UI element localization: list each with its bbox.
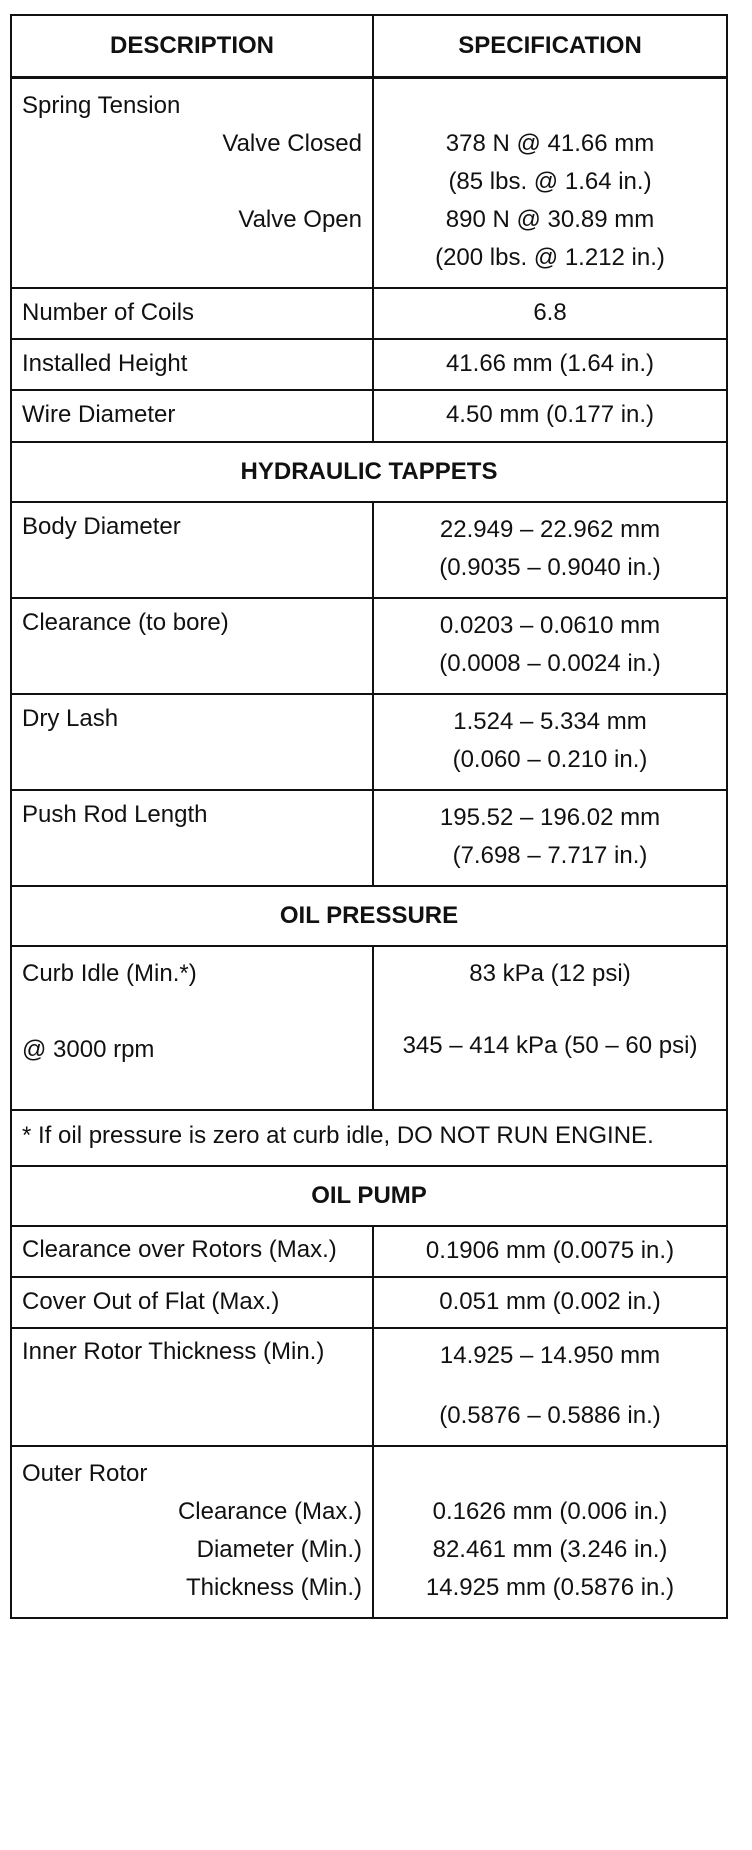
valve-open-metric: 890 N @ 30.89 mm <box>445 206 655 233</box>
valve-closed-label: Valve Closed <box>222 130 362 157</box>
oil-pressure-desc <box>11 946 373 1110</box>
row-value <box>373 598 727 694</box>
imperial-value: (0.9035 – 0.9040 in.) <box>439 553 661 581</box>
row-label: Push Rod Length <box>11 790 373 886</box>
outer-clearance-value: 0.1626 mm (0.006 in.) <box>432 1497 668 1525</box>
valve-open-label: Valve Open <box>238 206 362 233</box>
inner-rotor-metric: 14.925 – 14.950 mm <box>439 1341 661 1369</box>
section-row <box>11 1166 727 1226</box>
oil-pressure-spec <box>373 946 727 1110</box>
table-row <box>11 78 727 289</box>
oil-pressure-note: * If oil pressure is zero at curb idle, DO NOT RUN ENGINE. <box>11 1110 727 1166</box>
outer-diameter-value: 82.461 mm (3.246 in.) <box>432 1535 668 1563</box>
outer-clearance-label: Clearance (Max.) <box>177 1497 362 1525</box>
inner-rotor-label: Inner Rotor Thickness (Min.) <box>22 1337 325 1365</box>
table-row <box>11 1277 727 1328</box>
row-value <box>373 502 727 598</box>
section-title-oil-pump: OIL PUMP <box>11 1166 727 1226</box>
curb-idle-label: Curb Idle (Min.*) <box>22 959 197 987</box>
spring-tension-spec <box>373 78 727 289</box>
table-row <box>11 694 727 790</box>
table-row <box>11 502 727 598</box>
spring-tension-label: Spring Tension <box>22 92 181 119</box>
row-value <box>373 790 727 886</box>
outer-thickness-value: 14.925 mm (0.5876 in.) <box>425 1573 675 1601</box>
row-value: 6.8 <box>373 288 727 339</box>
row-label: Number of Coils <box>11 288 373 339</box>
clearance-rotors-value: 0.1906 mm (0.0075 in.) <box>373 1226 727 1277</box>
table-header-row <box>11 15 727 78</box>
valve-open-imperial: (200 lbs. @ 1.212 in.) <box>435 244 665 271</box>
table-row <box>11 339 727 390</box>
header-specification: SPECIFICATION <box>373 15 727 78</box>
imperial-value: (0.060 – 0.210 in.) <box>452 745 648 773</box>
section-title-tappets: HYDRAULIC TAPPETS <box>11 442 727 502</box>
imperial-value: (0.0008 – 0.0024 in.) <box>439 649 661 677</box>
table-row <box>11 946 727 1110</box>
row-label: Installed Height <box>11 339 373 390</box>
clearance-rotors-label: Clearance over Rotors (Max.) <box>22 1235 337 1263</box>
spring-tension-desc <box>11 78 373 289</box>
spec-table <box>10 14 728 1619</box>
metric-value: 1.524 – 5.334 mm <box>453 707 647 735</box>
cover-flat-value: 0.051 mm (0.002 in.) <box>373 1277 727 1328</box>
rpm-value: 345 – 414 kPa (50 – 60 psi) <box>402 1031 698 1059</box>
row-value <box>373 694 727 790</box>
row-label: Dry Lash <box>11 694 373 790</box>
outer-diameter-label: Diameter (Min.) <box>196 1535 362 1563</box>
table-row <box>11 598 727 694</box>
outer-thickness-label: Thickness (Min.) <box>185 1573 362 1601</box>
outer-rotor-label: Outer Rotor <box>22 1459 148 1487</box>
table-row <box>11 1226 727 1277</box>
table-row <box>11 288 727 339</box>
metric-value: 195.52 – 196.02 mm <box>439 803 661 831</box>
valve-closed-metric: 378 N @ 41.66 mm <box>445 130 655 157</box>
row-label: Body Diameter <box>11 502 373 598</box>
table-row <box>11 390 727 441</box>
table-row <box>11 1446 727 1618</box>
row-value: 4.50 mm (0.177 in.) <box>373 390 727 441</box>
imperial-value: (7.698 – 7.717 in.) <box>452 841 648 869</box>
cover-flat-label: Cover Out of Flat (Max.) <box>11 1277 373 1328</box>
section-title-oil-pressure: OIL PRESSURE <box>11 886 727 946</box>
section-row <box>11 886 727 946</box>
metric-value: 22.949 – 22.962 mm <box>439 515 661 543</box>
row-label: Wire Diameter <box>11 390 373 441</box>
table-row <box>11 1328 727 1446</box>
inner-rotor-imperial: (0.5876 – 0.5886 in.) <box>439 1401 661 1429</box>
valve-closed-imperial: (85 lbs. @ 1.64 in.) <box>448 168 652 195</box>
note-row <box>11 1110 727 1166</box>
section-row <box>11 442 727 502</box>
row-label: Clearance (to bore) <box>11 598 373 694</box>
metric-value: 0.0203 – 0.0610 mm <box>439 611 661 639</box>
rpm-label: @ 3000 rpm <box>22 1035 155 1063</box>
header-description: DESCRIPTION <box>11 15 373 78</box>
row-value: 41.66 mm (1.64 in.) <box>373 339 727 390</box>
curb-idle-value: 83 kPa (12 psi) <box>469 959 631 987</box>
table-row <box>11 790 727 886</box>
